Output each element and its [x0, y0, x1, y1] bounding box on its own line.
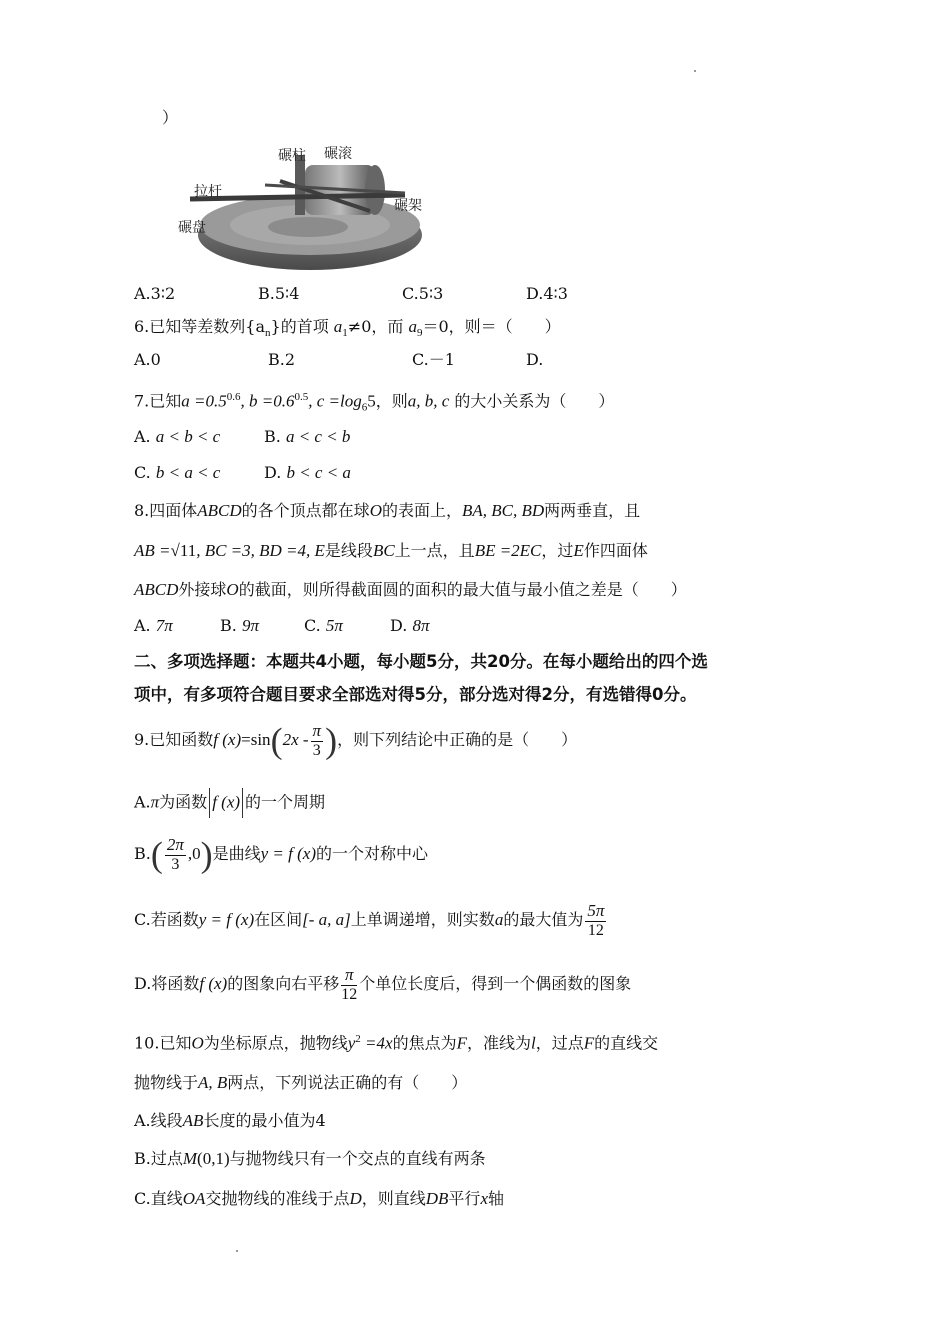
top-close-paren: ） [162, 108, 179, 127]
q8-option-d: D. 8π [390, 616, 430, 635]
q8-option-a: A. 7π [134, 616, 173, 635]
q5-option-a: A.3∶2 [134, 284, 176, 303]
q8-stem-line1: 8.四面体ABCD的各个顶点都在球O的表面上，BA, BC, BD两两垂直，且 [134, 501, 641, 520]
label-lagan: 拉杆 [194, 184, 222, 200]
label-gun: 碾滚 [324, 146, 352, 162]
label-jia: 碾架 [394, 198, 422, 214]
label-pan: 碾盘 [178, 220, 206, 236]
q6-stem: 6.已知等差数列$\{a_n\}$的首项 $a_1\ne 0$，而 $a_9=0$，则＝（ ） [134, 317, 561, 340]
q8-option-b: B. 9π [220, 616, 259, 635]
q8-option-c: C. 5π [304, 616, 343, 635]
q5-options [134, 286, 834, 306]
q8-options [134, 617, 834, 637]
q7-option-a: A. a < b < c [134, 427, 221, 446]
q5-option-d: D.4∶3 [526, 284, 568, 303]
q7-option-b: B. a < c < b [264, 427, 351, 446]
bottom-dot [236, 1250, 238, 1252]
label-zhuzhu: 碾柱 [278, 148, 306, 164]
q10-option-b: B.过点M(0,1)与抛物线只有一个交点的直线有两条 [134, 1149, 486, 1168]
q7-stem: 7.已知$a =0.5^{0.6}$, $b =0.6^{0.5}$, $c =\log_65$，则a, b, c 的大小关系为（ ） [134, 391, 615, 414]
q6-option-a: A.0 [134, 350, 161, 369]
q7-option-d: D. b < c < a [264, 463, 351, 482]
q9-option-c: C.若函数y = f (x)在区间[- a, a]上单调递增，则实数a的最大值为 $\frac{5\pi}{12}$ [134, 901, 605, 939]
q10-stem-line1: 10.已知O为坐标原点，抛物线$y^2 =4x$的焦点为F，准线为l，过点F的直线交 [134, 1033, 659, 1053]
q10-option-a: A.线段AB长度的最小值为4 [134, 1111, 326, 1130]
q5-option-c: C.5∶3 [402, 284, 444, 303]
q10-option-c: C.直线OA交抛物线的准线于点D，则直线DB平行x轴 [134, 1189, 504, 1208]
q6-option-b: B.2 [268, 350, 296, 369]
q6-option-d: D. [526, 350, 544, 369]
seq-brace: $\{a_n\}$ [245, 317, 281, 340]
q10-stem-line2: 抛物线于A, B两点，下列说法正确的有（ ） [134, 1073, 468, 1092]
q8-stem-line2: AB =√11, BC =3, BD =4, E是线段BC上一点，且BE =2EC，过E作四面体 [134, 541, 648, 560]
q9-stem: 9.已知函数f (x)=sin(2x - $\frac{\pi}{3}$ )，则下列结论中正确的是（ ） [134, 720, 578, 761]
q8-stem-line3: ABCD外接球O的截面，则所得截面圆的面积的最大值与最小值之差是（ ） [134, 580, 687, 599]
q6-option-c: C.－1 [412, 350, 455, 369]
q9-option-d: D.将函数f (x)的图象向右平移 $\frac{\pi}{12}$ 个单位长度后，得到一个偶函数的图象 [134, 965, 632, 1003]
section2-heading-line2: 项中，有多项符合题目要求全部选对得5分，部分选对得2分，有选错得0分。 [134, 685, 697, 704]
corner-dot [694, 70, 696, 72]
q5-option-b: B.5∶4 [258, 284, 300, 303]
stone-roller-figure [170, 135, 430, 275]
section2-heading-line1: 二、多项选择题：本题共4小题，每小题5分，共20分。在每小题给出的四个选 [134, 652, 708, 671]
q9-option-a: A.π为函数 f (x) 的一个周期 [134, 788, 325, 818]
q9-option-b: B.( $\frac{2\pi}{3}$ ,0)是曲线y = f (x)的一个对称中心 [134, 834, 429, 875]
q6-options [134, 352, 834, 372]
q7-option-c: C. b < a < c [134, 463, 221, 482]
